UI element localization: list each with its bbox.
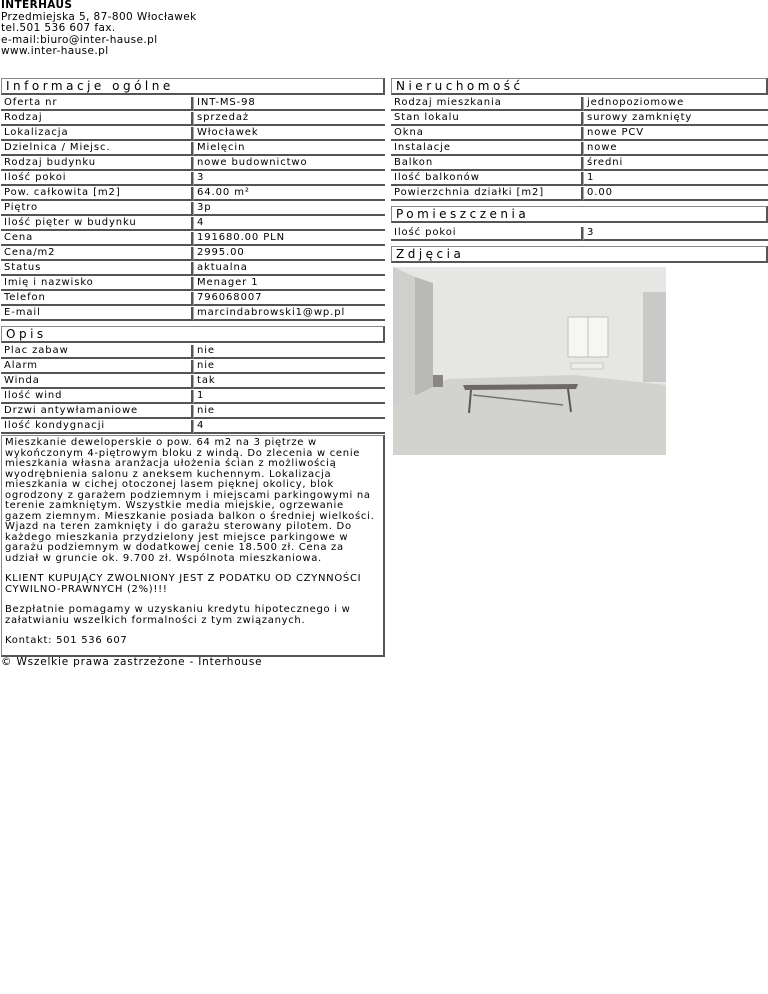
footer-copyright: © Wszelkie prawa zastrzeżone - Interhouse <box>1 656 263 668</box>
amenity-value: nie <box>193 345 385 359</box>
general-info-value: 64.00 m² <box>193 187 385 201</box>
amenity-value: nie <box>193 360 385 374</box>
amenities-table <box>1 345 385 435</box>
general-info-row <box>1 277 385 292</box>
room-interior-image <box>393 267 666 455</box>
amenity-row <box>1 420 385 435</box>
description-text <box>1 435 385 657</box>
property-value: nowe <box>583 142 768 156</box>
apartment-photo[interactable] <box>393 267 666 455</box>
description-paragraph: Mieszkanie deweloperskie o pow. 64 m2 na 3 piętrze w wykończonym 4-piętrowym bloku z windą. Do zlecenia w cenie mieszkania własna aranżacja ułożenia ścian z możliwością wyodrębnienia salonu z aneksem kuchennym. Lokalizacja mieszkania w cichej otoczonej lasem pięknej okolicy, blok ogrodzony z garażem podziemnym i miejscami parkingowymi na terenie zamkniętym. Wszystkie media miejskie, ogrzewanie gazem ziemnym. Mieszkanie posiada balkon o średniej wielkości. Wjazd na teren zamknięty i do garażu sterowany pilotem. Do każdego mieszkania przydzielony jest miejsce parkingowe w garażu podziemnym w dodatkowej cenie 18.500 zł. Cena za udział w gruncie ok. 9.700 zł. Wspólnota mieszkaniowa. <box>5 437 375 564</box>
general-info-value: nowe budownictwo <box>193 157 385 171</box>
amenity-value: tak <box>193 375 385 389</box>
property-value: średni <box>583 157 768 171</box>
contact-line: Kontakt: 501 536 607 <box>5 635 128 646</box>
general-info-row <box>1 217 385 232</box>
tax-notice: KLIENT KUPUJĄCY ZWOLNIONY JEST Z PODATKU OD CZYNNOŚCI CYWILNO-PRAWNYCH (2%)!!! <box>5 573 362 595</box>
property-value: surowy zamknięty <box>583 112 768 126</box>
property-label: Instalacje <box>391 142 583 156</box>
general-info-value: 796068007 <box>193 292 385 306</box>
general-info-row <box>1 307 385 322</box>
amenity-label: Plac zabaw <box>1 345 193 359</box>
property-label: Stan lokalu <box>391 112 583 126</box>
property-value: jednopoziomowe <box>583 97 768 111</box>
amenity-row <box>1 360 385 375</box>
property-label: Rodzaj mieszkania <box>391 97 583 111</box>
property-value: nowe PCV <box>583 127 768 141</box>
general-info-value: marcindabrowski1@wp.pl <box>193 307 385 321</box>
general-info-row <box>1 247 385 262</box>
general-info-row <box>1 202 385 217</box>
amenity-label: Ilość wind <box>1 390 193 404</box>
photos-title: Zdjęcia <box>391 246 768 263</box>
property-row <box>391 97 768 112</box>
amenity-row <box>1 375 385 390</box>
description-title: Opis <box>1 326 385 343</box>
company-name: INTERHAUS <box>1 0 73 11</box>
general-info-row <box>1 112 385 127</box>
amenity-value: nie <box>193 405 385 419</box>
general-info-row <box>1 127 385 142</box>
general-info-label: E-mail <box>1 307 193 321</box>
general-info-row <box>1 292 385 307</box>
amenity-row <box>1 390 385 405</box>
general-info-row <box>1 142 385 157</box>
general-info-label: Rodzaj budynku <box>1 157 193 171</box>
general-info-label: Ilość pięter w budynku <box>1 217 193 231</box>
general-info-value: 191680.00 PLN <box>193 232 385 246</box>
company-address: Przedmiejska 5, 87-800 Włocławek <box>1 10 197 23</box>
amenity-value: 1 <box>193 390 385 404</box>
amenity-label: Ilość kondygnacji <box>1 420 193 434</box>
general-info-title: Informacje ogólne <box>1 78 385 95</box>
general-info-value: sprzedaż <box>193 112 385 126</box>
amenity-row <box>1 405 385 420</box>
property-label: Powierzchnia działki [m2] <box>391 187 583 201</box>
left-column <box>1 78 385 657</box>
general-info-label: Cena/m2 <box>1 247 193 261</box>
rooms-label: Ilość pokoi <box>391 227 583 241</box>
general-info-table <box>1 97 385 322</box>
general-info-value: Włocławek <box>193 127 385 141</box>
general-info-label: Imię i nazwisko <box>1 277 193 291</box>
company-phone: tel.501 536 607 fax. <box>1 22 116 35</box>
property-row <box>391 127 768 142</box>
property-label: Balkon <box>391 157 583 171</box>
property-row <box>391 157 768 172</box>
general-info-row <box>1 172 385 187</box>
right-column <box>391 78 768 263</box>
rooms-row <box>391 227 768 242</box>
general-info-value: 3p <box>193 202 385 216</box>
company-email: e-mail:biuro@inter-hause.pl <box>1 33 158 46</box>
general-info-row <box>1 187 385 202</box>
property-table <box>391 97 768 202</box>
agency-header <box>1 0 197 58</box>
property-label: Ilość balkonów <box>391 172 583 186</box>
credit-help: Bezpłatnie pomagamy w uzyskaniu kredytu hipotecznego i w załatwianiu wszelkich formalności z tym związanych. <box>5 604 351 626</box>
general-info-label: Telefon <box>1 292 193 306</box>
general-info-label: Piętro <box>1 202 193 216</box>
property-row <box>391 112 768 127</box>
amenity-value: 4 <box>193 420 385 434</box>
general-info-value: 2995.00 <box>193 247 385 261</box>
general-info-row <box>1 157 385 172</box>
property-label: Okna <box>391 127 583 141</box>
property-title: Nieruchomość <box>391 78 768 95</box>
general-info-value: aktualna <box>193 262 385 276</box>
general-info-label: Status <box>1 262 193 276</box>
general-info-label: Oferta nr <box>1 97 193 111</box>
rooms-title: Pomieszczenia <box>391 206 768 223</box>
general-info-label: Rodzaj <box>1 112 193 126</box>
general-info-value: INT-MS-98 <box>193 97 385 111</box>
amenity-label: Drzwi antywłamaniowe <box>1 405 193 419</box>
amenity-label: Alarm <box>1 360 193 374</box>
general-info-row <box>1 97 385 112</box>
general-info-row <box>1 232 385 247</box>
property-row <box>391 142 768 157</box>
general-info-label: Lokalizacja <box>1 127 193 141</box>
company-www: www.inter-hause.pl <box>1 45 109 58</box>
rooms-table <box>391 227 768 242</box>
property-value: 0.00 <box>583 187 768 201</box>
property-row <box>391 187 768 202</box>
general-info-label: Cena <box>1 232 193 246</box>
amenity-row <box>1 345 385 360</box>
general-info-label: Pow. całkowita [m2] <box>1 187 193 201</box>
general-info-row <box>1 262 385 277</box>
property-row <box>391 172 768 187</box>
amenity-label: Winda <box>1 375 193 389</box>
general-info-value: Menager 1 <box>193 277 385 291</box>
general-info-value: 4 <box>193 217 385 231</box>
general-info-label: Dzielnica / Miejsc. <box>1 142 193 156</box>
general-info-value: Mielęcin <box>193 142 385 156</box>
general-info-value: 3 <box>193 172 385 186</box>
property-value: 1 <box>583 172 768 186</box>
rooms-value: 3 <box>583 227 768 241</box>
general-info-label: Ilość pokoi <box>1 172 193 186</box>
